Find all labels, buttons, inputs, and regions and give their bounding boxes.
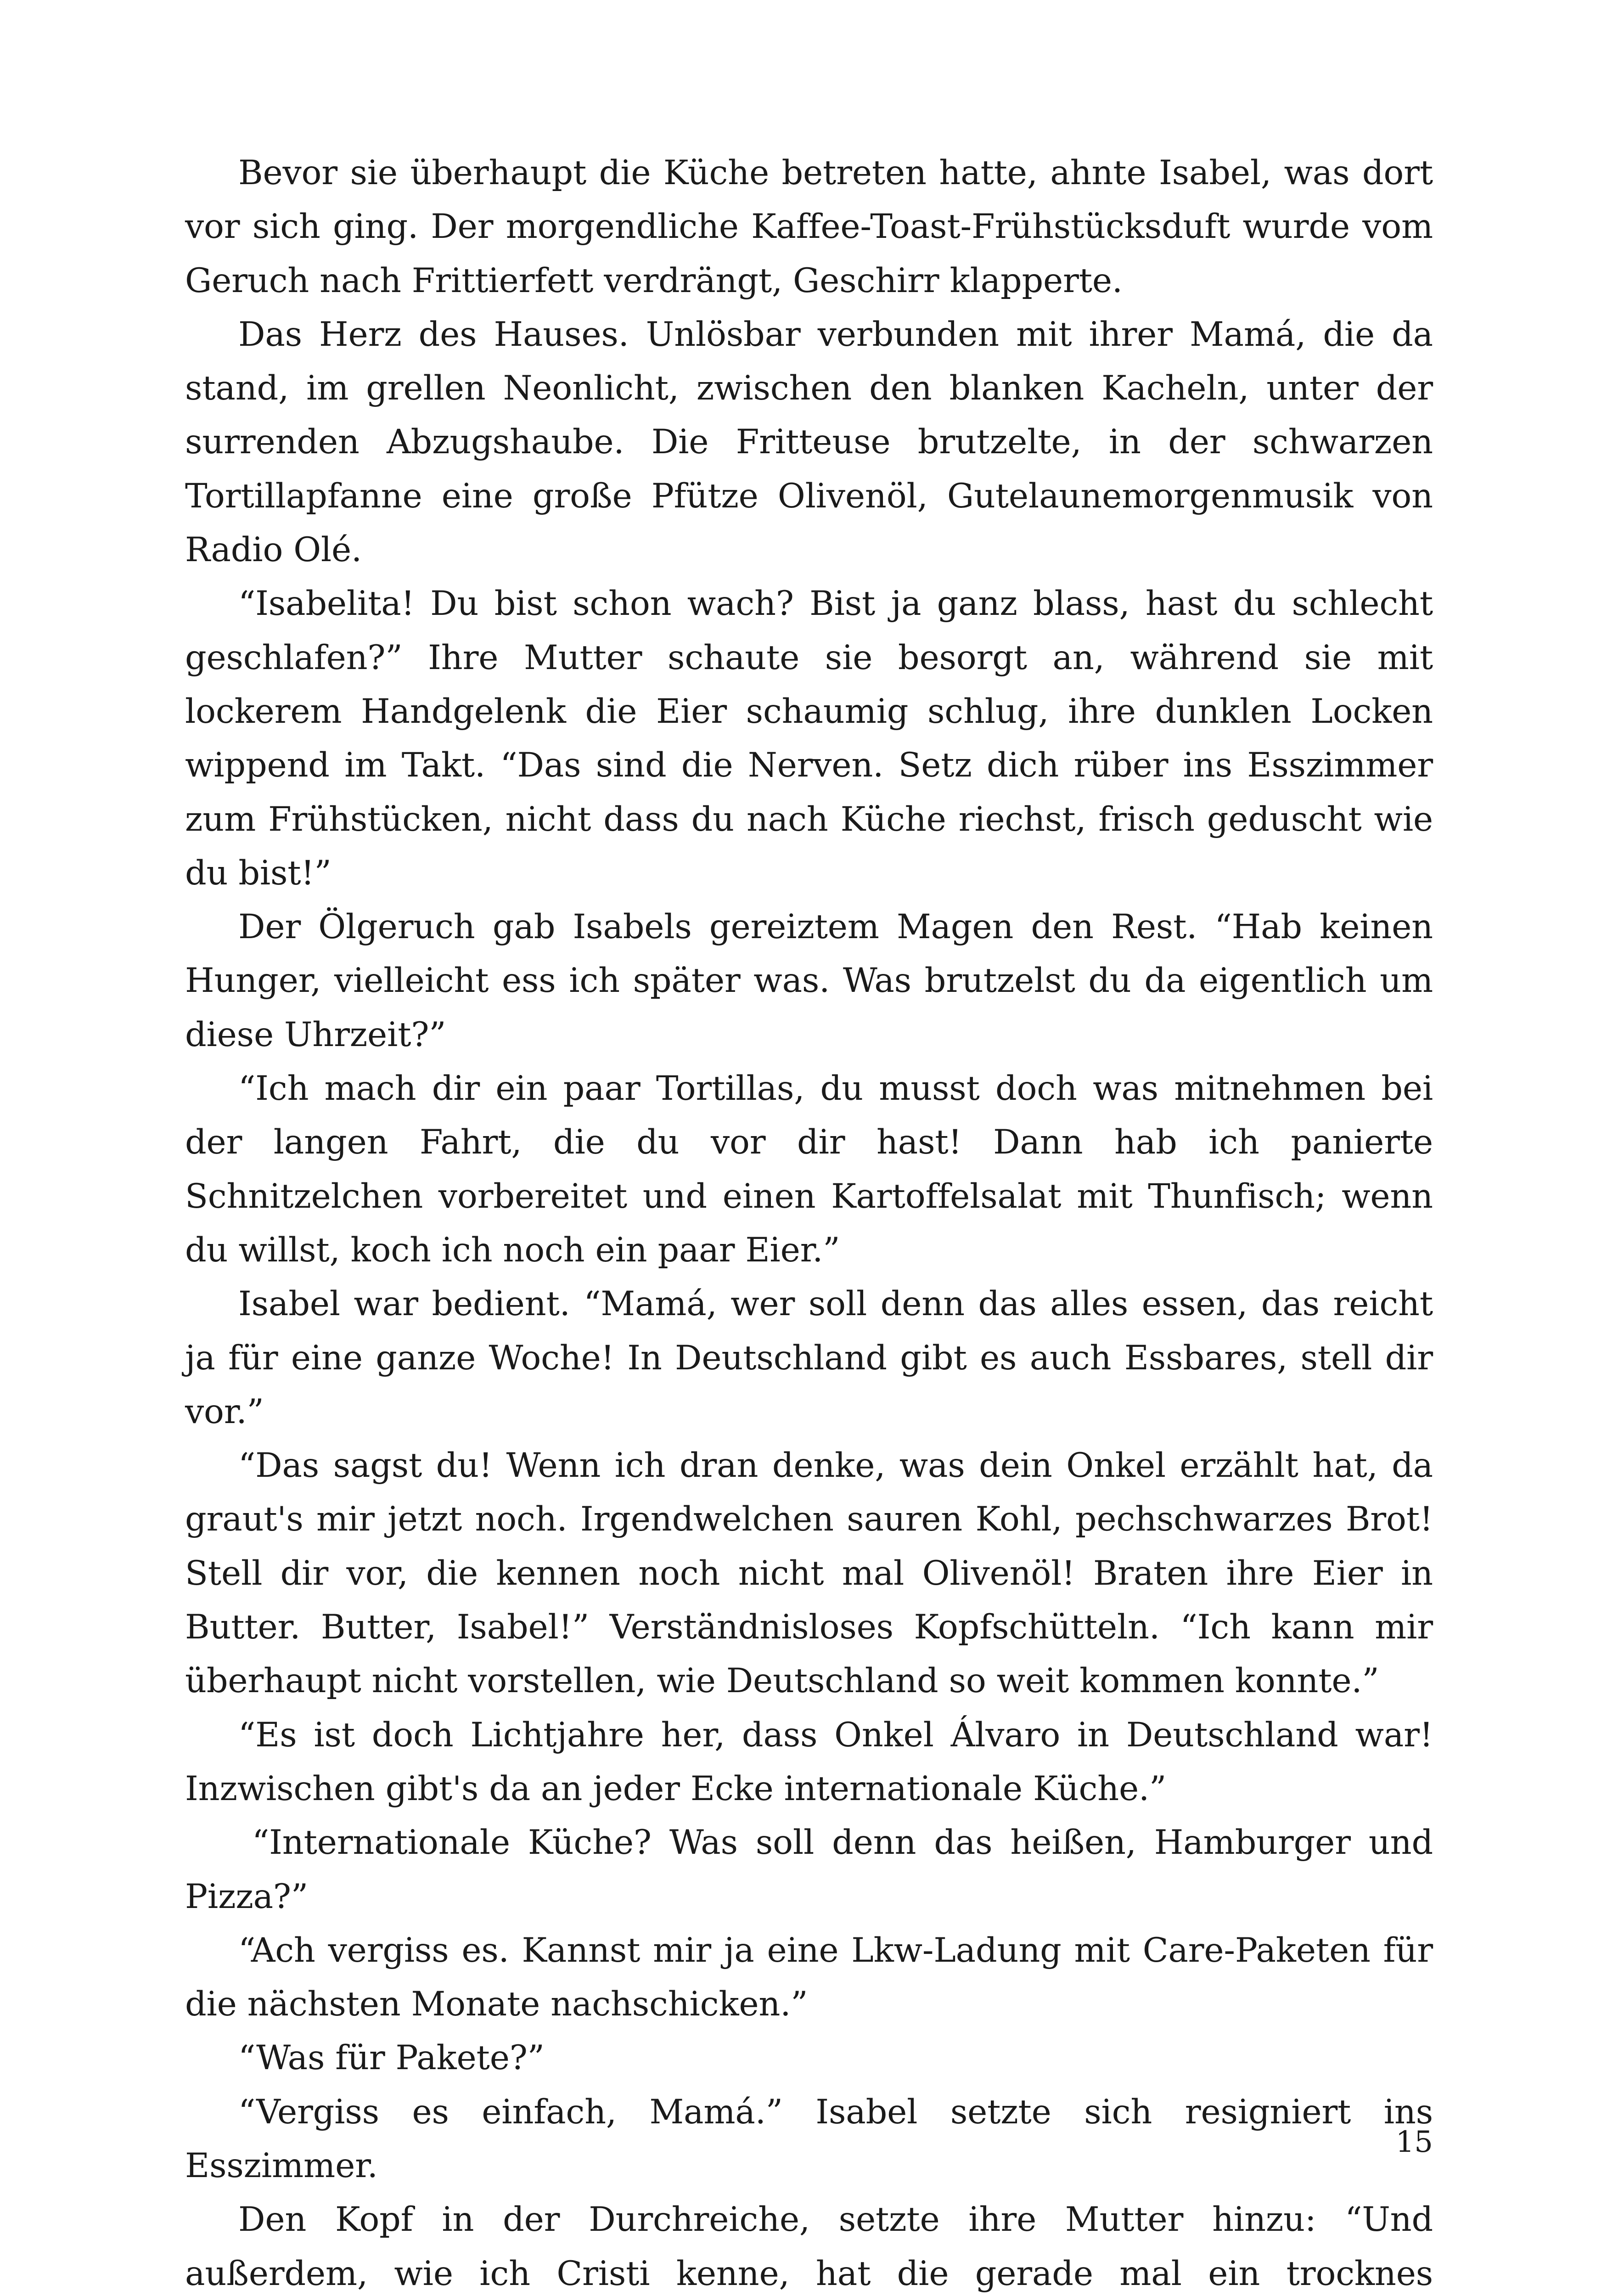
paragraph: “Ich mach dir ein paar Tortillas, du musst doch was mitnehmen bei der langen Fahrt, die du vor dir hast! Dann hab ich panierte Schnitzelchen vorbereitet und einen Kartoffelsalat mit Thunfisch; wenn du willst, koch ich noch ein paar Eier.” <box>185 1069 1433 1270</box>
page-number: 15 <box>1395 2125 1433 2159</box>
paragraph: Das Herz des Hauses. Unlösbar verbunden mit ihrer Mamá, die da stand, im grellen Neonlicht, zwischen den blanken Kacheln, unter der surrenden Abzugshaube. Die Fritteuse brutzelte, in der schwarzen Tortillapfanne eine große Pfütze Olivenöl, Gutelaunemorgenmusik von Radio Olé. <box>185 315 1433 570</box>
paragraph: Isabel war bedient. “Mamá, wer soll denn das alles essen, das reicht ja für eine ganze Woche! In Deutschland gibt es auch Essbares, stell dir vor.” <box>185 1284 1433 1431</box>
paragraph: “Was für Pakete?” <box>238 2038 545 2078</box>
paragraph: “Vergiss es einfach, Mamá.” Isabel setzte sich resigniert ins Esszimmer. <box>185 2092 1433 2185</box>
paragraph: “Es ist doch Lichtjahre her, dass Onkel Álvaro in Deutschland war! Inzwischen gibt's da an jeder Ecke internationale Küche.” <box>185 1715 1433 1808</box>
paragraph: “Isabelita! Du bist schon wach? Bist ja ganz blass, hast du schlecht geschlafen?” Ihre Mutter schaute sie besorgt an, während sie mit lockerem Handgelenk die Eier schaumig schlug, ihre dunklen Locken wippend im Takt. “Das sind die Nerven. Setz dich rüber ins Esszimmer zum Frühstücken, nicht dass du nach Küche riechst, frisch geduscht wie du bist!” <box>185 584 1433 893</box>
paragraph: “Internationale Küche? Was soll denn das heißen, Hamburger und Pizza?” <box>185 1823 1433 1916</box>
paragraph: “Das sagst du! Wenn ich dran denke, was dein Onkel erzählt hat, da graut's mir jetzt noch. Irgendwelchen sauren Kohl, pechschwarzes Brot! Stell dir vor, die kennen noch nicht mal Olivenöl! Braten ihre Eier in Butter. Butter, Isabel!” Verständnisloses Kopfschütteln. “Ich kann mir überhaupt nicht vorstellen, wie Deutschland so weit kommen konnte.” <box>185 1446 1433 1701</box>
paragraph: Der Ölgeruch gab Isabels gereiztem Magen den Rest. “Hab keinen Hunger, vielleicht ess ich später was. Was brutzelst du da eigentlich um diese Uhrzeit?” <box>185 907 1433 1054</box>
body-text <box>185 146 1433 2296</box>
paragraph: “Ach vergiss es. Kannst mir ja eine Lkw-Ladung mit Care-Paketen für die nächsten Monate nachschicken.” <box>185 1930 1433 2024</box>
paragraph: Bevor sie überhaupt die Küche betreten hatte, ahnte Isabel, was dort vor sich ging. Der morgendliche Kaffee-Toast-Frühstücksduft wurde vom Geruch nach Frittierfett verdrängt, Geschirr klapperte. <box>185 153 1433 300</box>
paragraph: Den Kopf in der Durchreiche, setzte ihre Mutter hinzu: “Und außerdem, wie ich Cristi kenne, hat die gerade mal ein trocknes <box>185 2200 1433 2293</box>
